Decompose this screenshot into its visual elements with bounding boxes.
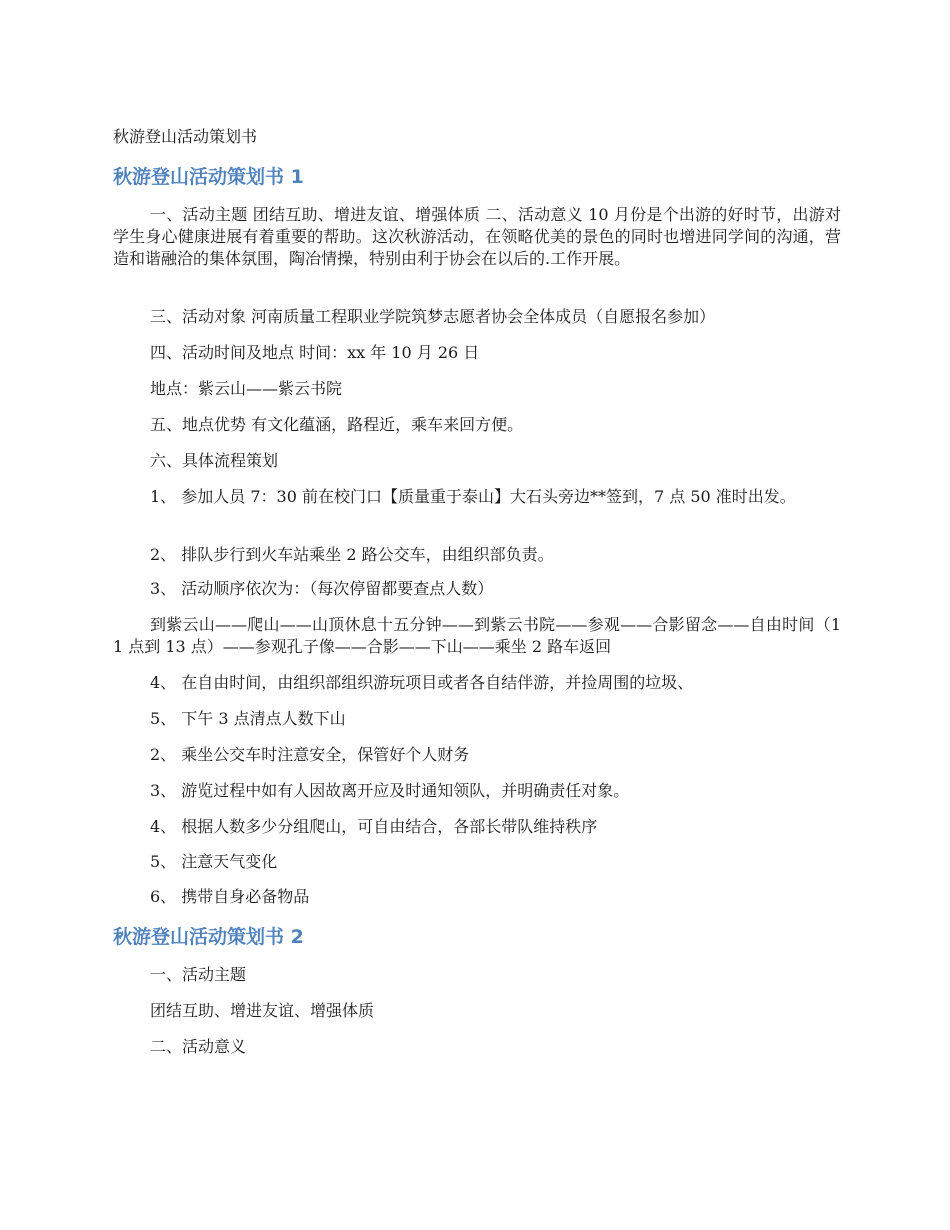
section1-paragraph-14: 3、 游览过程中如有人因故离开应及时通知领队，并明确责任对象。: [150, 781, 630, 800]
section2-paragraph-2: 团结互助、增进友谊、增强体质: [150, 1001, 375, 1020]
section2-paragraph-1: 一、活动主题: [150, 965, 247, 984]
section1-paragraph-15: 4、 根据人数多少分组爬山，可自由结合，各部长带队维持秩序: [150, 817, 598, 836]
section1-paragraph-12: 5、 下午 3 点清点人数下山: [150, 709, 346, 728]
section1-paragraph-3: 四、活动时间及地点 时间：xx 年 10 月 26 日: [150, 343, 480, 362]
section1-paragraph-16: 5、 注意天气变化: [150, 852, 278, 871]
document-title: 秋游登山活动策划书: [113, 127, 258, 146]
section1-paragraph-1: 一、活动主题 团结互助、增进友谊、增强体质 二、活动意义 10 月份是个出游的好时节，出游对学生身心健康进展有着重要的帮助。这次秋游活动，在领略优美的景色的同时也增进同学间的沟通，营造和谐融洽的集体氛围，陶冶情操，特别由利于协会在以后的.工作开展。: [113, 205, 841, 268]
section1-paragraph-2: 三、活动对象 河南质量工程职业学院筑梦志愿者协会全体成员（自愿报名参加）: [150, 307, 716, 326]
section1-paragraph-8: 2、 排队步行到火车站乘坐 2 路公交车，由组织部负责。: [150, 545, 554, 564]
section1-paragraph-7: 1、 参加人员 7：30 前在校门口【质量重于泰山】大石头旁边**签到，7 点 50 准时出发。: [150, 487, 796, 506]
section1-paragraph-11: 4、 在自由时间，由组织部组织游玩项目或者各自结伴游，并捡周围的垃圾、: [150, 673, 694, 692]
section1-paragraph-17: 6、 携带自身必备物品: [150, 887, 310, 906]
section1-paragraph-13: 2、 乘坐公交车时注意安全，保管好个人财务: [150, 745, 470, 764]
section1-paragraph-6: 六、具体流程策划: [150, 451, 279, 470]
section1-paragraph-9: 3、 活动顺序依次为：（每次停留都要查点人数）: [150, 579, 494, 598]
section1-paragraph-10: 到紫云山——爬山——山顶休息十五分钟——到紫云书院——参观——合影留念——自由时间（11 点到 13 点）——参观孔子像——合影——下山——乘坐 2 路车返回: [113, 615, 841, 656]
section1-paragraph-4: 地点：紫云山——紫云书院: [150, 379, 343, 398]
section2-paragraph-3: 二、活动意义: [150, 1037, 247, 1056]
section-heading-2: 秋游登山活动策划书 2: [113, 926, 304, 948]
section1-paragraph-5: 五、地点优势 有文化蕴涵，路程近，乘车来回方便。: [150, 415, 524, 434]
section-heading-1: 秋游登山活动策划书 1: [113, 166, 304, 188]
